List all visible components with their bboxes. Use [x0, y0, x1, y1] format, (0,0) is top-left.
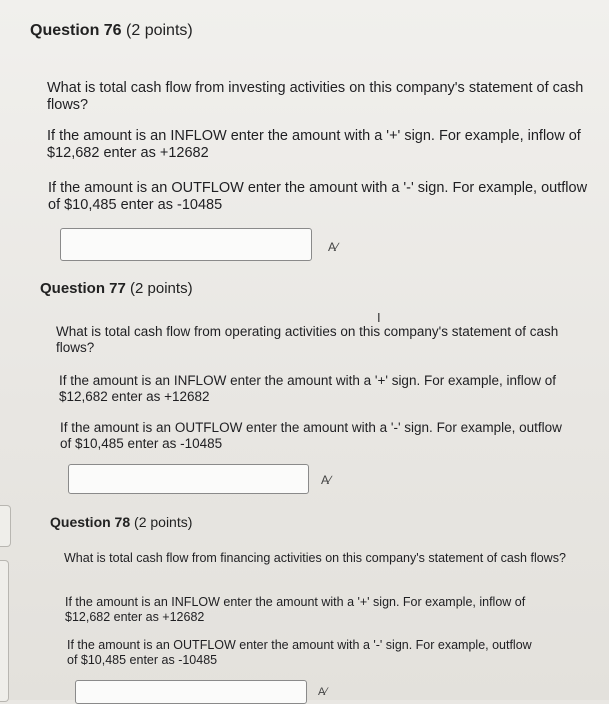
question-points: (2 points) — [130, 280, 193, 297]
question-76 — [30, 22, 600, 40]
inflow-instruction — [47, 128, 602, 162]
spellcheck-icon[interactable]: A∕ — [321, 473, 332, 487]
question-number: Question 76 — [30, 22, 122, 39]
outflow-instruction — [67, 638, 602, 668]
answer-input-76[interactable] — [60, 228, 312, 261]
outflow-instruction — [48, 180, 603, 214]
question-points: (2 points) — [134, 514, 193, 530]
question-points: (2 points) — [126, 22, 193, 39]
spellcheck-icon[interactable]: A∕ — [318, 686, 328, 698]
inflow-line-2: $12,682 enter as +12682 — [59, 389, 210, 404]
inflow-instruction — [59, 373, 604, 405]
answer-input-78[interactable] — [75, 680, 307, 704]
question-prompt: What is total cash flow from investing activities on this company's statement of cash flows? — [47, 80, 584, 113]
outflow-line-2: of $10,485 enter as -10485 — [48, 197, 223, 213]
inflow-instruction — [65, 595, 600, 625]
question-prompt: What is total cash flow from financing activities on this company's statement of cash flows? — [64, 551, 566, 565]
outflow-line-2: of $10,485 enter as -10485 — [67, 653, 218, 667]
question-title — [40, 280, 600, 297]
inflow-line-1: If the amount is an INFLOW enter the amount with a '+' sign. For example, inflow of — [65, 595, 526, 609]
question-title — [30, 22, 600, 40]
inflow-line-1: If the amount is an INFLOW enter the amount with a '+' sign. For example, inflow of — [59, 373, 557, 388]
question-77 — [40, 280, 600, 297]
inflow-line-1: If the amount is an INFLOW enter the amount with a '+' sign. For example, inflow of — [47, 128, 581, 144]
answer-input-77[interactable] — [68, 464, 309, 494]
outflow-line-1: If the amount is an OUTFLOW enter the amount with a '-' sign. For example, outflow — [48, 180, 588, 196]
spellcheck-icon[interactable]: A∕ — [328, 240, 339, 254]
left-edge-panel — [0, 505, 11, 547]
inflow-line-2: $12,682 enter as +12682 — [47, 145, 209, 161]
outflow-line-1: If the amount is an OUTFLOW enter the amount with a '-' sign. For example, outflow — [67, 638, 532, 652]
question-prompt: What is total cash flow from operating activities on this company's statement of cash flows? — [56, 324, 559, 355]
inflow-line-2: $12,682 enter as +12682 — [65, 610, 205, 624]
question-title — [50, 514, 600, 530]
question-78 — [50, 514, 600, 530]
outflow-line-2: of $10,485 enter as -10485 — [60, 436, 223, 451]
text-cursor-icon: I — [377, 310, 381, 325]
outflow-line-1: If the amount is an OUTFLOW enter the amount with a '-' sign. For example, outflow — [60, 420, 562, 435]
outflow-instruction — [60, 420, 605, 452]
question-number: Question 78 — [50, 514, 131, 530]
left-edge-panel — [0, 560, 9, 702]
question-number: Question 77 — [40, 280, 126, 297]
